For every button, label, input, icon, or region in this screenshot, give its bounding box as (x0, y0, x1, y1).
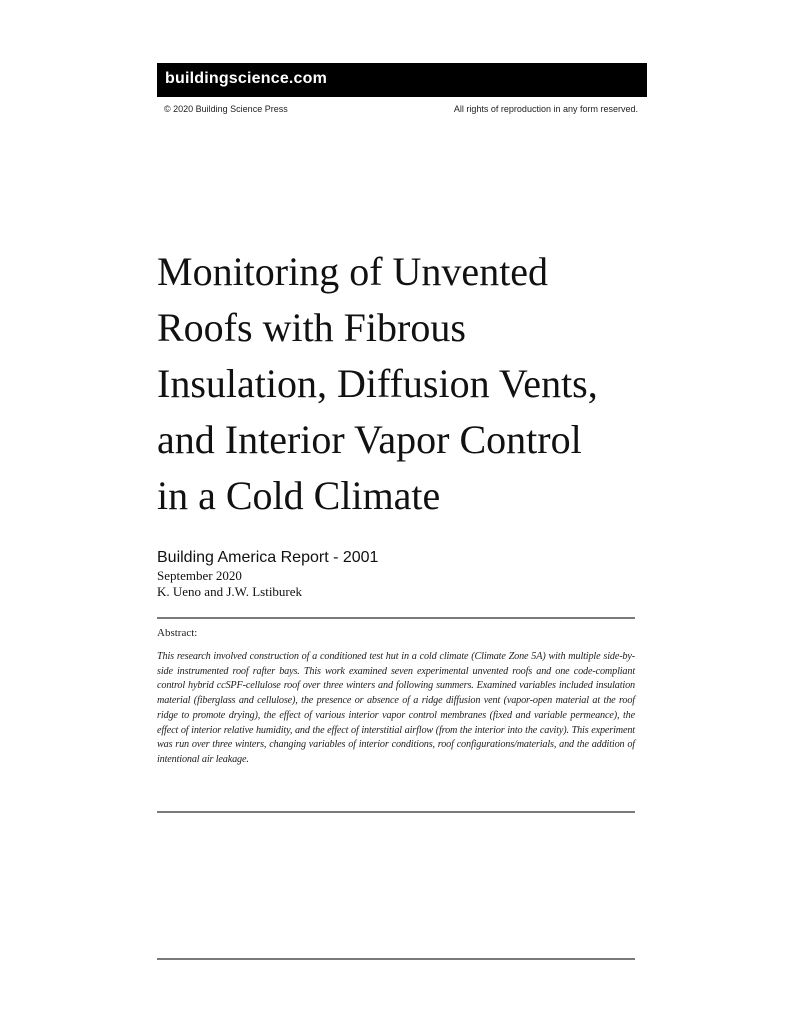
header-meta-row (164, 104, 638, 118)
abstract-label: Abstract: (157, 627, 198, 639)
title-line: and Interior Vapor Control (157, 417, 582, 462)
divider-top (157, 617, 635, 619)
report-number: Building America Report - 2001 (157, 549, 379, 566)
title-line: Monitoring of Unvented (157, 249, 549, 294)
brand-header-bar (157, 63, 647, 97)
document-title (157, 244, 717, 524)
report-info (157, 548, 637, 600)
title-line: in a Cold Climate (157, 473, 441, 518)
title-line: Roofs with Fibrous (157, 305, 466, 350)
report-authors: K. Ueno and J.W. Lstiburek (157, 584, 303, 599)
copyright-notice: © 2020 Building Science Press (164, 104, 288, 114)
rights-notice: All rights of reproduction in any form reserved. (453, 104, 638, 114)
title-line: Insulation, Diffusion Vents, (157, 361, 598, 406)
brand-name: buildingscience.com (165, 70, 328, 87)
abstract-text: This research involved construction of a conditioned test hut in a cold climate (Climate Zone 5A) with multiple side-by-side instrumented roof rafter bays. This work examined seven experimental unvented roofs and one code-compliant control hybrid ccSPF-cellulose roof over three winters and following summers. Examined variables included insulation material (fiberglass and cellulose), the presence or absence of a ridge diffusion vent (vapor-open material at the roof ridge to promote drying), the effect of various interior vapor control membranes (fixed and variable permeance), the effect of interior relative humidity, and the effect of interstitial airflow (from the interior into the cavity). This experiment was run over three winters, changing variables of interior conditions, roof configurations/materials, and the addition of intentional air leakage. (157, 651, 635, 765)
divider-middle (157, 811, 635, 813)
report-date: September 2020 (157, 568, 242, 583)
abstract-section (157, 626, 635, 768)
divider-bottom (157, 958, 635, 960)
